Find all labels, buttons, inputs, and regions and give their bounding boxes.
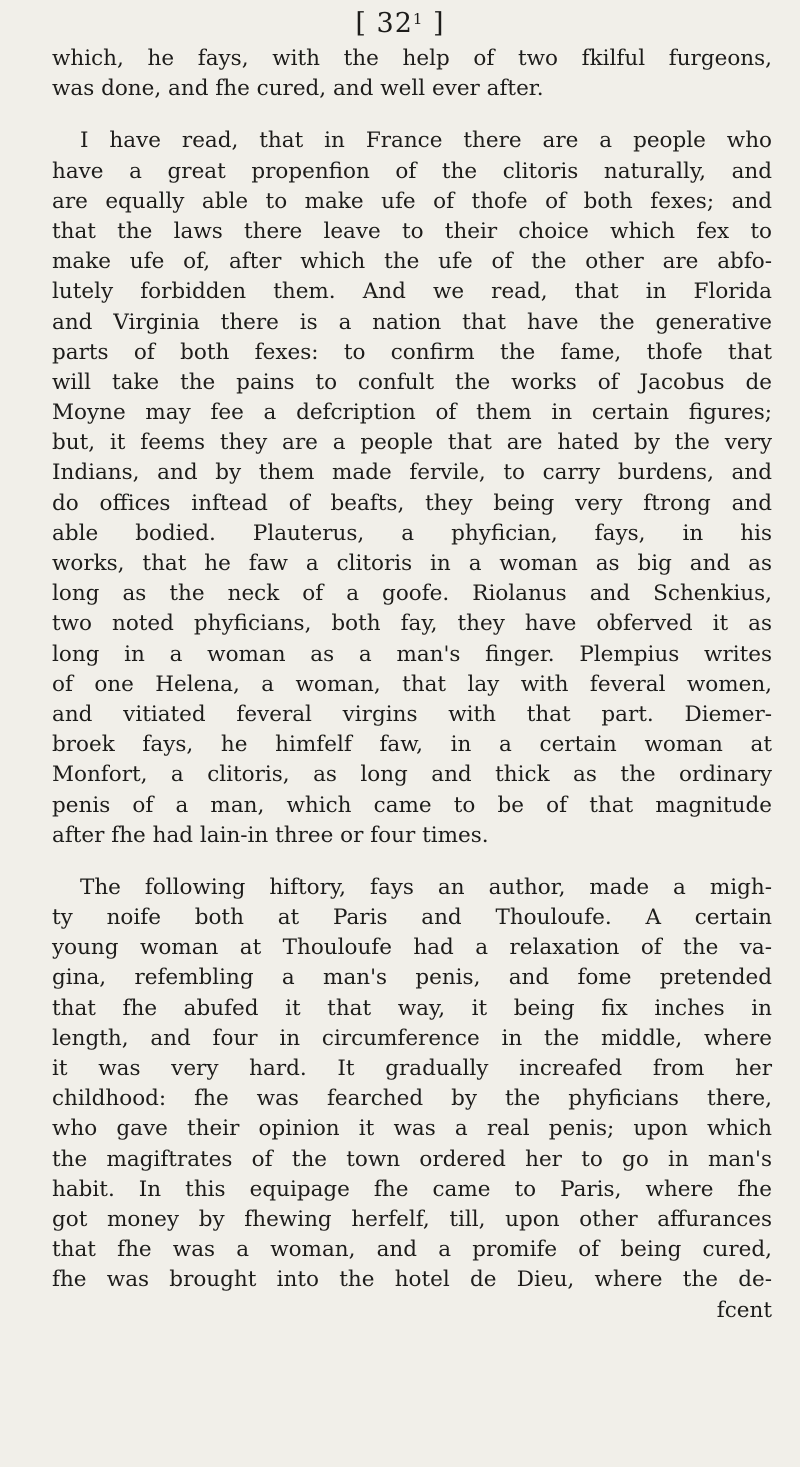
text-line: The following hiftory, fays an author, made a migh- [80, 874, 772, 900]
text-line: works, that he faw a clitoris in a woman as big and as [52, 551, 772, 576]
text-line: but, it feems they are a people that are hated by the very [52, 430, 772, 456]
text-line: the magiftrates of the town ordered her to go in man's [52, 1146, 772, 1172]
text-line: lutely forbidden them. And we read, that in Florida [52, 279, 772, 305]
text-line: make ufe of, after which the ufe of the other are abfo- [52, 249, 772, 275]
text-line: and vitiated feveral virgins with that part. Diemer- [52, 701, 772, 727]
text-line: who gave their opinion it was a real penis; upon which [52, 1116, 772, 1142]
paragraph-gap [52, 104, 772, 126]
text-line: do offices inftead of beafts, they being very ftrong and [52, 490, 772, 516]
text-line: habit. In this equipage fhe came to Paris, where fhe [52, 1176, 772, 1202]
text-line: broek fays, he himfelf faw, in a certain woman at [52, 732, 772, 758]
text-line: which, he fays, with the help of two fkilful furgeons, [52, 46, 772, 71]
text-line: that the laws there leave to their choice which fex to [52, 218, 772, 244]
text-line: will take the pains to confult the works of Jacobus de [52, 369, 772, 395]
paragraph [52, 126, 772, 851]
text-line: that fhe abufed it that way, it being fix inches in [52, 995, 772, 1021]
text-line: and Virginia there is a nation that have the generative [52, 309, 772, 335]
text-line: Moyne may fee a defcription of them in certain figures; [52, 400, 772, 426]
paragraph [52, 44, 772, 104]
catchword: fcent [716, 1297, 772, 1323]
page-number-superscript: 1 [412, 10, 424, 28]
text-line: was done, and fhe cured, and well ever after. [52, 76, 544, 102]
text-line: long as the neck of a goofe. Riolanus and Schenkius, [52, 581, 772, 607]
text-line: have a great propenfion of the clitoris naturally, and [52, 158, 772, 184]
text-line: of one Helena, a woman, that lay with feveral women, [52, 671, 772, 697]
text-line: ty noife both at Paris and Thouloufe. A certain [52, 905, 772, 931]
text-line: that fhe was a woman, and a promife of being cured, [52, 1237, 772, 1263]
text-line: length, and four in circumference in the middle, where [52, 1025, 772, 1051]
text-line: after fhe had lain-in three or four times. [52, 822, 489, 848]
text-line: it was very hard. It gradually increafed from her [52, 1056, 772, 1081]
text-line: two noted phyficians, both fay, they have obferved it as [52, 611, 772, 637]
text-line: got money by fhewing herfelf, till, upon other affurances [52, 1206, 772, 1232]
body-text [52, 44, 772, 1326]
text-line: fhe was brought into the hotel de Dieu, where the de- [52, 1267, 772, 1293]
paragraph [52, 873, 772, 1296]
page-number-value: 32 [376, 8, 413, 39]
text-line: Indians, and by them made fervile, to carry burdens, and [52, 460, 772, 486]
text-line: are equally able to make ufe of thofe of both fexes; and [52, 188, 772, 214]
page-number [0, 8, 800, 39]
text-line: able bodied. Plauterus, a phyfician, fays, in his [52, 520, 772, 546]
text-line: Monfort, a clitoris, as long and thick as the ordinary [52, 762, 772, 788]
text-line: young woman at Thouloufe had a relaxation of the va- [52, 935, 772, 961]
text-line: gina, refembling a man's penis, and fome pretended [52, 965, 772, 991]
page-number-open-bracket: [ [355, 8, 367, 39]
text-line: long in a woman as a man's finger. Plempius writes [52, 641, 772, 667]
text-line: childhood: fhe was fearched by the phyficians there, [52, 1086, 772, 1112]
text-line: I have read, that in France there are a people who [80, 128, 772, 154]
paragraph-gap [52, 851, 772, 873]
text-line: parts of both fexes: to confirm the fame, thofe that [52, 339, 772, 365]
page-number-close-bracket: ] [433, 8, 445, 39]
text-line: penis of a man, which came to be of that magnitude [52, 792, 772, 818]
